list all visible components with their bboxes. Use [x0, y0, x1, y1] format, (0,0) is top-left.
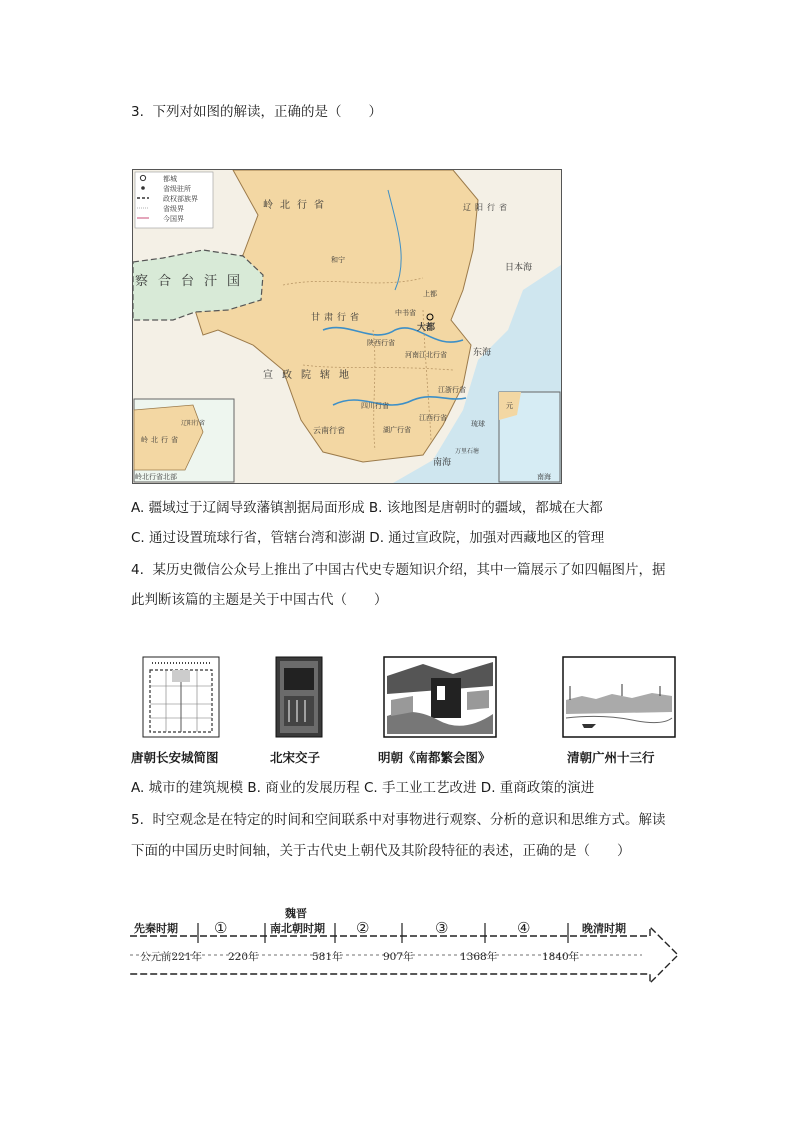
label-jiangxi: 江西行省	[419, 414, 447, 422]
caption-nandu: 明朝《南都繁会图》	[378, 750, 491, 765]
label-donghai: 东海	[473, 348, 492, 358]
label-sichuan: 四川行省	[361, 402, 389, 410]
q3-number: 3.	[131, 104, 144, 120]
label-wanli: 万里石塘	[455, 448, 480, 455]
label-yuan: 元	[506, 402, 513, 410]
label-inset-title: 岭北行省北部	[135, 473, 177, 481]
label-gansu: 甘肃行省	[311, 313, 364, 323]
period-marker-2: ②	[356, 919, 370, 937]
year-label: 1840年	[542, 951, 580, 963]
picture-nandu	[383, 656, 497, 738]
q3-options-line1: A. 疆域过于辽阔导致藩镇割据局面形成 B. 该地图是唐朝时的疆域，都城在大都	[131, 500, 603, 516]
period-marker-3: ③	[435, 919, 449, 937]
label-chagatai: 察合台汗国	[135, 274, 251, 289]
label-liuqiu: 琉球	[471, 420, 485, 428]
nandu-sketch	[383, 656, 497, 738]
q4-stem-line1	[131, 561, 665, 579]
legend-item: 都城	[163, 175, 177, 183]
label-hening: 和宁	[331, 256, 345, 264]
label-inset-nanhai: 南海	[537, 473, 551, 481]
legend-item: 省级驻所	[163, 185, 191, 193]
label-lingbei: 岭北行省	[263, 200, 331, 211]
caption-thirteen-factories: 清朝广州十三行	[567, 750, 655, 765]
period-late-qing: 晚清时期	[582, 922, 626, 935]
period-pre-qin: 先秦时期	[134, 922, 178, 935]
period-nanbeichao: 南北朝时期	[270, 922, 325, 935]
label-henan: 河南江北行省	[405, 351, 447, 359]
year-label: 公元前221年	[140, 951, 203, 963]
seat-icon	[141, 186, 145, 190]
q4-stem-line2: 此判断该篇的主题是关于中国古代（ ）	[131, 592, 388, 608]
q4-number: 4.	[131, 562, 144, 578]
label-liaoyang: 辽阳行省	[463, 203, 511, 212]
year-label: 1368年	[460, 951, 498, 963]
q5-stem-line1	[131, 811, 665, 829]
label-inset-liaoyang: 辽阳行省	[181, 420, 206, 427]
year-label: 907年	[383, 951, 414, 963]
q5-number: 5.	[131, 812, 144, 828]
label-jiangzhe: 江浙行省	[438, 386, 466, 394]
legend-item: 省级界	[163, 205, 184, 213]
label-yunnan: 云南行省	[313, 426, 345, 435]
period-weijin: 魏晋	[285, 907, 307, 920]
jiaozi-sketch	[275, 656, 323, 738]
yuan-dynasty-map	[132, 169, 562, 484]
q3-stem: 下列对如图的解读，正确的是（ ）	[152, 104, 382, 120]
label-xuanzheng: 宣政院辖地	[263, 370, 358, 381]
picture-jiaozi	[275, 656, 323, 738]
q4-stem-1: 某历史微信公众号上推出了中国古代史专题知识介绍，其中一篇展示了如四幅图片，据	[152, 562, 666, 578]
label-riben-sea: 日本海	[505, 263, 533, 273]
history-timeline	[130, 905, 682, 993]
thirteen-factories-sketch	[562, 656, 676, 738]
label-dadu: 大都	[417, 323, 436, 333]
picture-changan-plan	[142, 656, 220, 738]
year-label: 220年	[228, 951, 259, 963]
q4-options: A. 城市的建筑规模 B. 商业的发展历程 C. 手工业工艺改进 D. 重商政策的演进	[131, 780, 595, 796]
label-nanhai: 南海	[433, 458, 452, 468]
timeline-svg	[130, 905, 682, 993]
year-label: 581年	[312, 951, 343, 963]
label-shangdu: 上都	[423, 290, 437, 298]
period-marker-1: ①	[214, 919, 228, 937]
label-inset-lingbei: 岭北行省	[141, 436, 181, 444]
label-huguang: 湖广行省	[383, 426, 411, 434]
q5-stem-1: 时空观念是在特定的时间和空间联系中对事物进行观察、分析的意识和思维方式。解读	[152, 812, 666, 828]
label-zhongshu: 中书省	[395, 309, 416, 317]
changan-plan-sketch	[142, 656, 220, 738]
caption-jiaozi: 北宋交子	[270, 750, 321, 765]
map-svg	[133, 170, 561, 483]
period-marker-4: ④	[517, 919, 531, 937]
picture-thirteen-factories	[562, 656, 676, 738]
legend-item: 今国界	[163, 215, 184, 223]
caption-changan: 唐朝长安城简图	[131, 750, 219, 765]
q3-options-line2: C. 通过设置琉球行省，管辖台湾和澎湖 D. 通过宣政院，加强对西藏地区的管理	[131, 530, 605, 546]
label-shaanxi: 陕西行省	[367, 339, 395, 347]
q5-stem-line2: 下面的中国历史时间轴，关于古代史上朝代及其阶段特征的表述，正确的是（ ）	[131, 843, 631, 859]
q3-stem-line	[131, 103, 382, 121]
legend-item: 政权部族界	[163, 195, 198, 203]
